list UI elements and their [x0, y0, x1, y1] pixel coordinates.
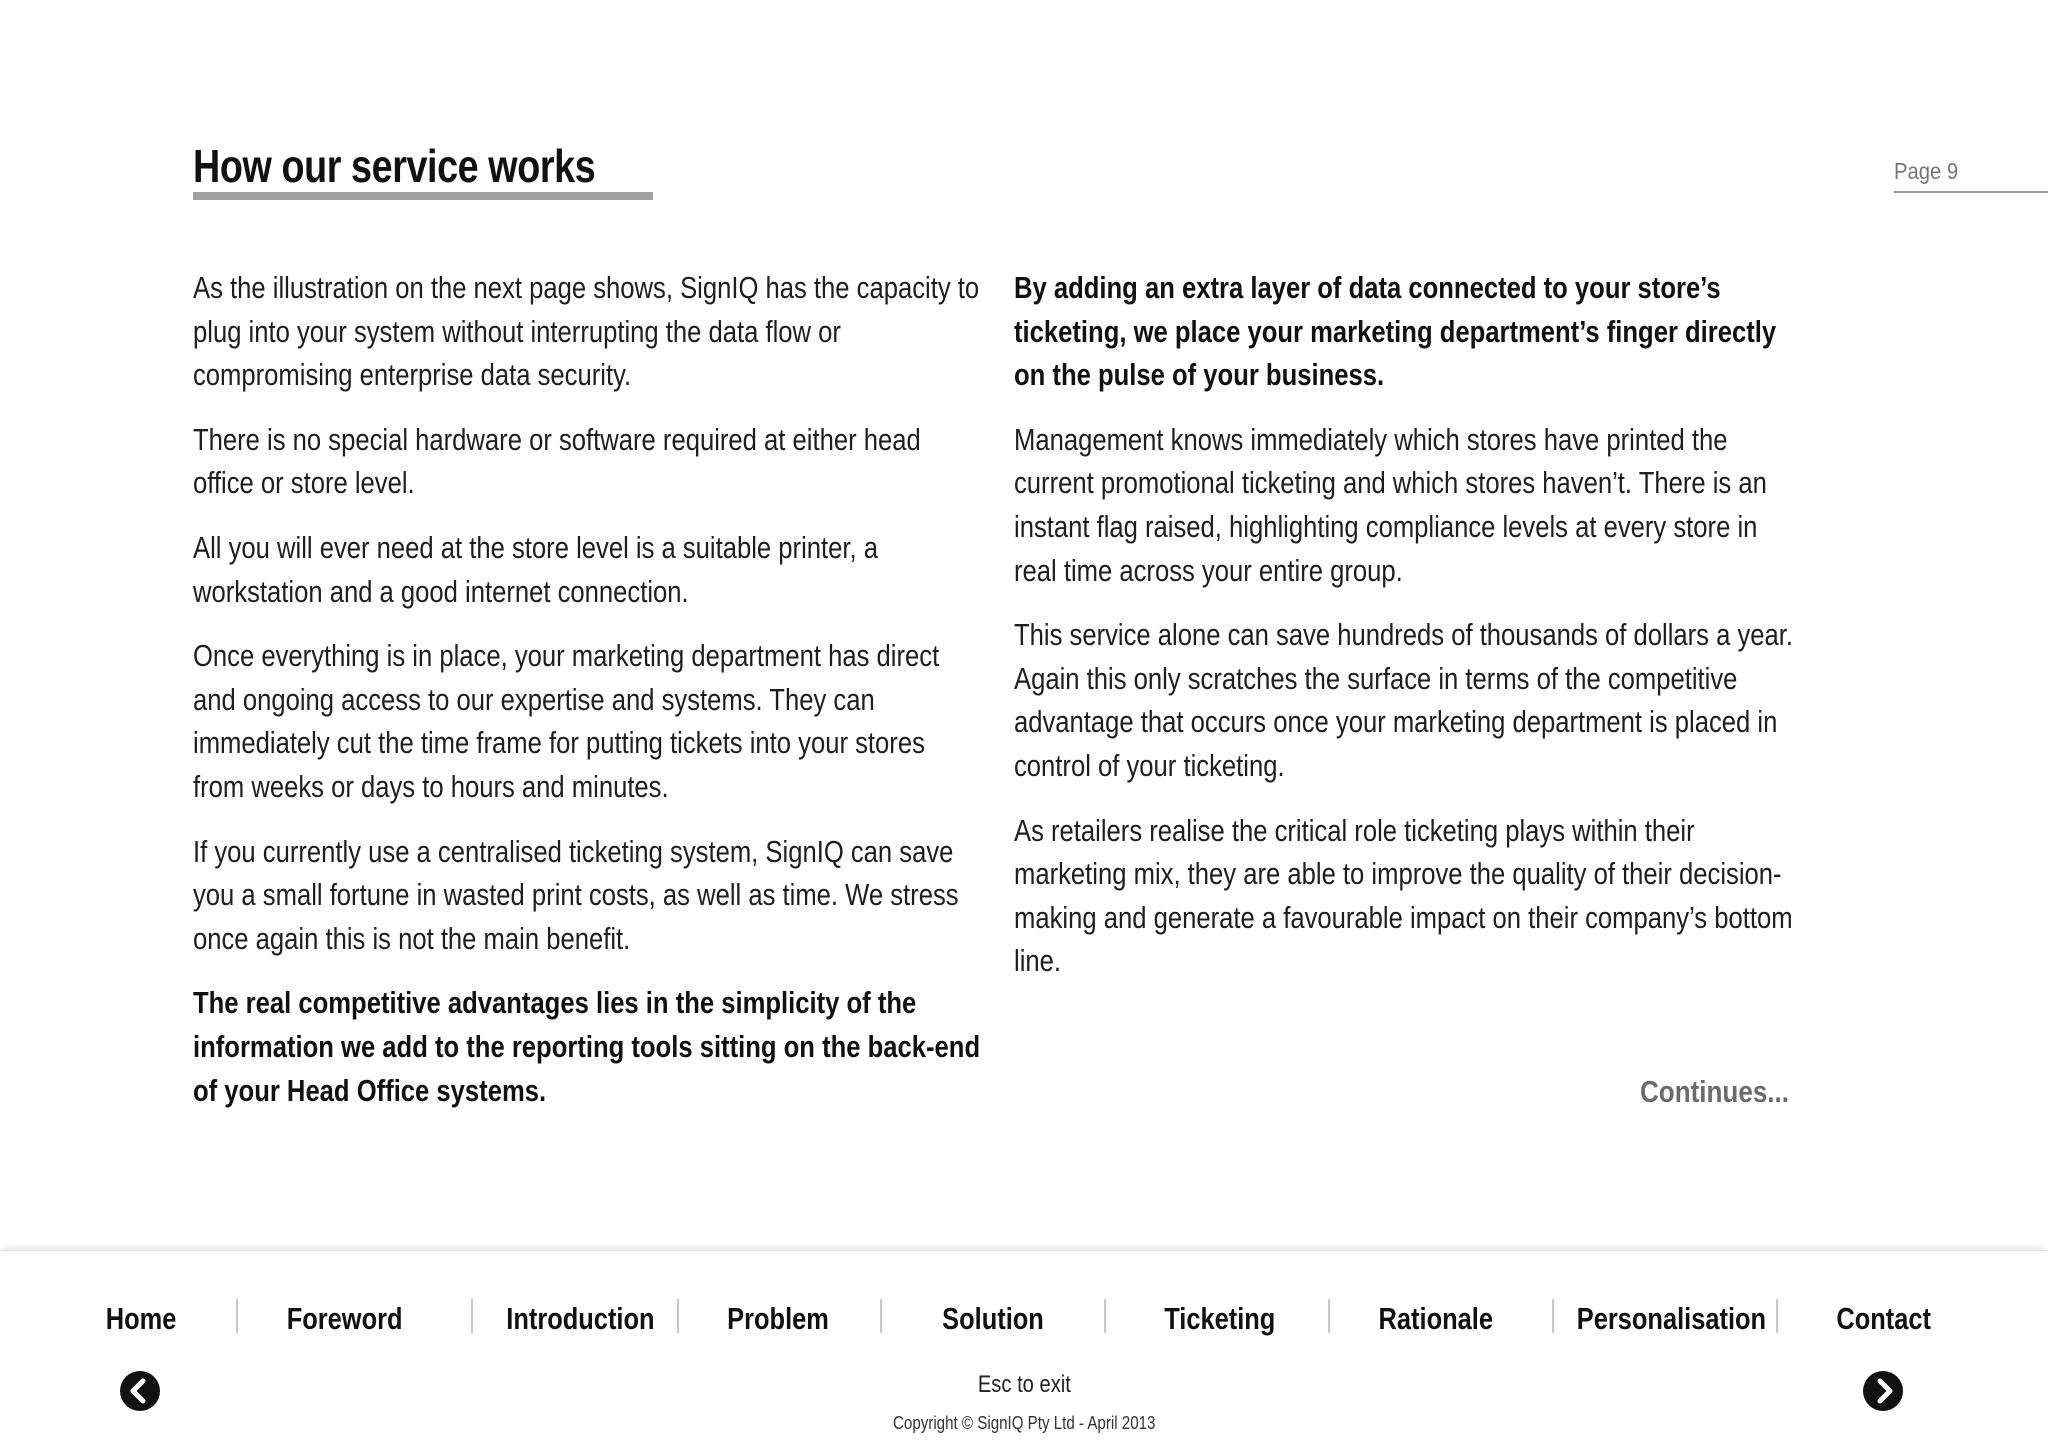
nav-separator [1776, 1299, 1778, 1333]
nav-introduction[interactable]: Introduction [506, 1301, 655, 1336]
right-column [1014, 267, 1804, 1005]
paragraph: As the illustration on the next page shows, SignIQ has the capacity to plug into your system without interrupting the data flow or compromising enterprise data security. [193, 271, 980, 393]
nav-separator [1104, 1299, 1106, 1333]
left-column [193, 267, 983, 1134]
nav-separator [1328, 1299, 1330, 1333]
nav-foreword[interactable]: Foreword [287, 1301, 403, 1336]
page-title: How our service works [193, 140, 596, 192]
nav-contact[interactable]: Contact [1836, 1301, 1932, 1336]
footer-nav [0, 1297, 2048, 1341]
paragraph: Once everything is in place, your marketing department has direct and ongoing access to our expertise and systems. They can immediately cut the time frame for putting tickets into your stores from weeks or days to hours and minutes. [193, 639, 940, 804]
nav-ticketing[interactable]: Ticketing [1164, 1301, 1276, 1336]
continues-label: Continues... [1640, 1074, 1790, 1109]
nav-personalisation[interactable]: Personalisation [1576, 1301, 1767, 1336]
title-underline [193, 192, 653, 200]
esc-to-exit[interactable]: Esc to exit [977, 1371, 1071, 1398]
nav-solution[interactable]: Solution [942, 1301, 1044, 1336]
nav-rationale[interactable]: Rationale [1378, 1301, 1494, 1336]
next-page-button[interactable] [1863, 1371, 1903, 1411]
nav-home[interactable]: Home [105, 1301, 177, 1336]
paragraph: Management knows immediately which stores have printed the current promotional ticketing and which stores haven’t. There is an instant flag raised, highlighting compliance levels at every store in real time across your entire group. [1014, 422, 1767, 588]
page-number: Page 9 [1894, 158, 1959, 184]
paragraph: There is no special hardware or software required at either head office or store level. [193, 422, 921, 501]
nav-problem[interactable]: Problem [727, 1301, 829, 1336]
nav-separator [236, 1299, 238, 1333]
highlight-paragraph: By adding an extra layer of data connected to your store’s ticketing, we place your marketing department’s finger directly on the pulse of your business. [1014, 271, 1777, 393]
paragraph: All you will ever need at the store level is a suitable printer, a workstation and a good internet connection. [193, 530, 878, 609]
nav-separator [1552, 1299, 1554, 1333]
copyright-text: Copyright © SignIQ Pty Ltd - April 2013 [892, 1413, 1156, 1433]
nav-separator [677, 1299, 679, 1333]
footer [0, 1250, 2048, 1449]
highlight-paragraph: The real competitive advantages lies in the simplicity of the information we add to the reporting tools sitting on the back-end of your Head Office systems. [193, 986, 981, 1108]
paragraph: As retailers realise the critical role ticketing plays within their marketing mix, they are able to improve the quality of their decision-making and generate a favourable impact on their company’s bottom line. [1014, 813, 1793, 979]
nav-separator [880, 1299, 882, 1333]
page-number-rule [1894, 191, 2048, 193]
chevron-right-circle-icon [1863, 1371, 1903, 1411]
paragraph: If you currently use a centralised ticketing system, SignIQ can save you a small fortune in wasted print costs, as well as time. We stress once again this is not the main benefit. [193, 834, 959, 956]
paragraph: This service alone can save hundreds of thousands of dollars a year. Again this only scratches the surface in terms of the competitive advantage that occurs once your marketing department is placed in control of your ticketing. [1014, 618, 1794, 783]
nav-separator [471, 1299, 473, 1333]
